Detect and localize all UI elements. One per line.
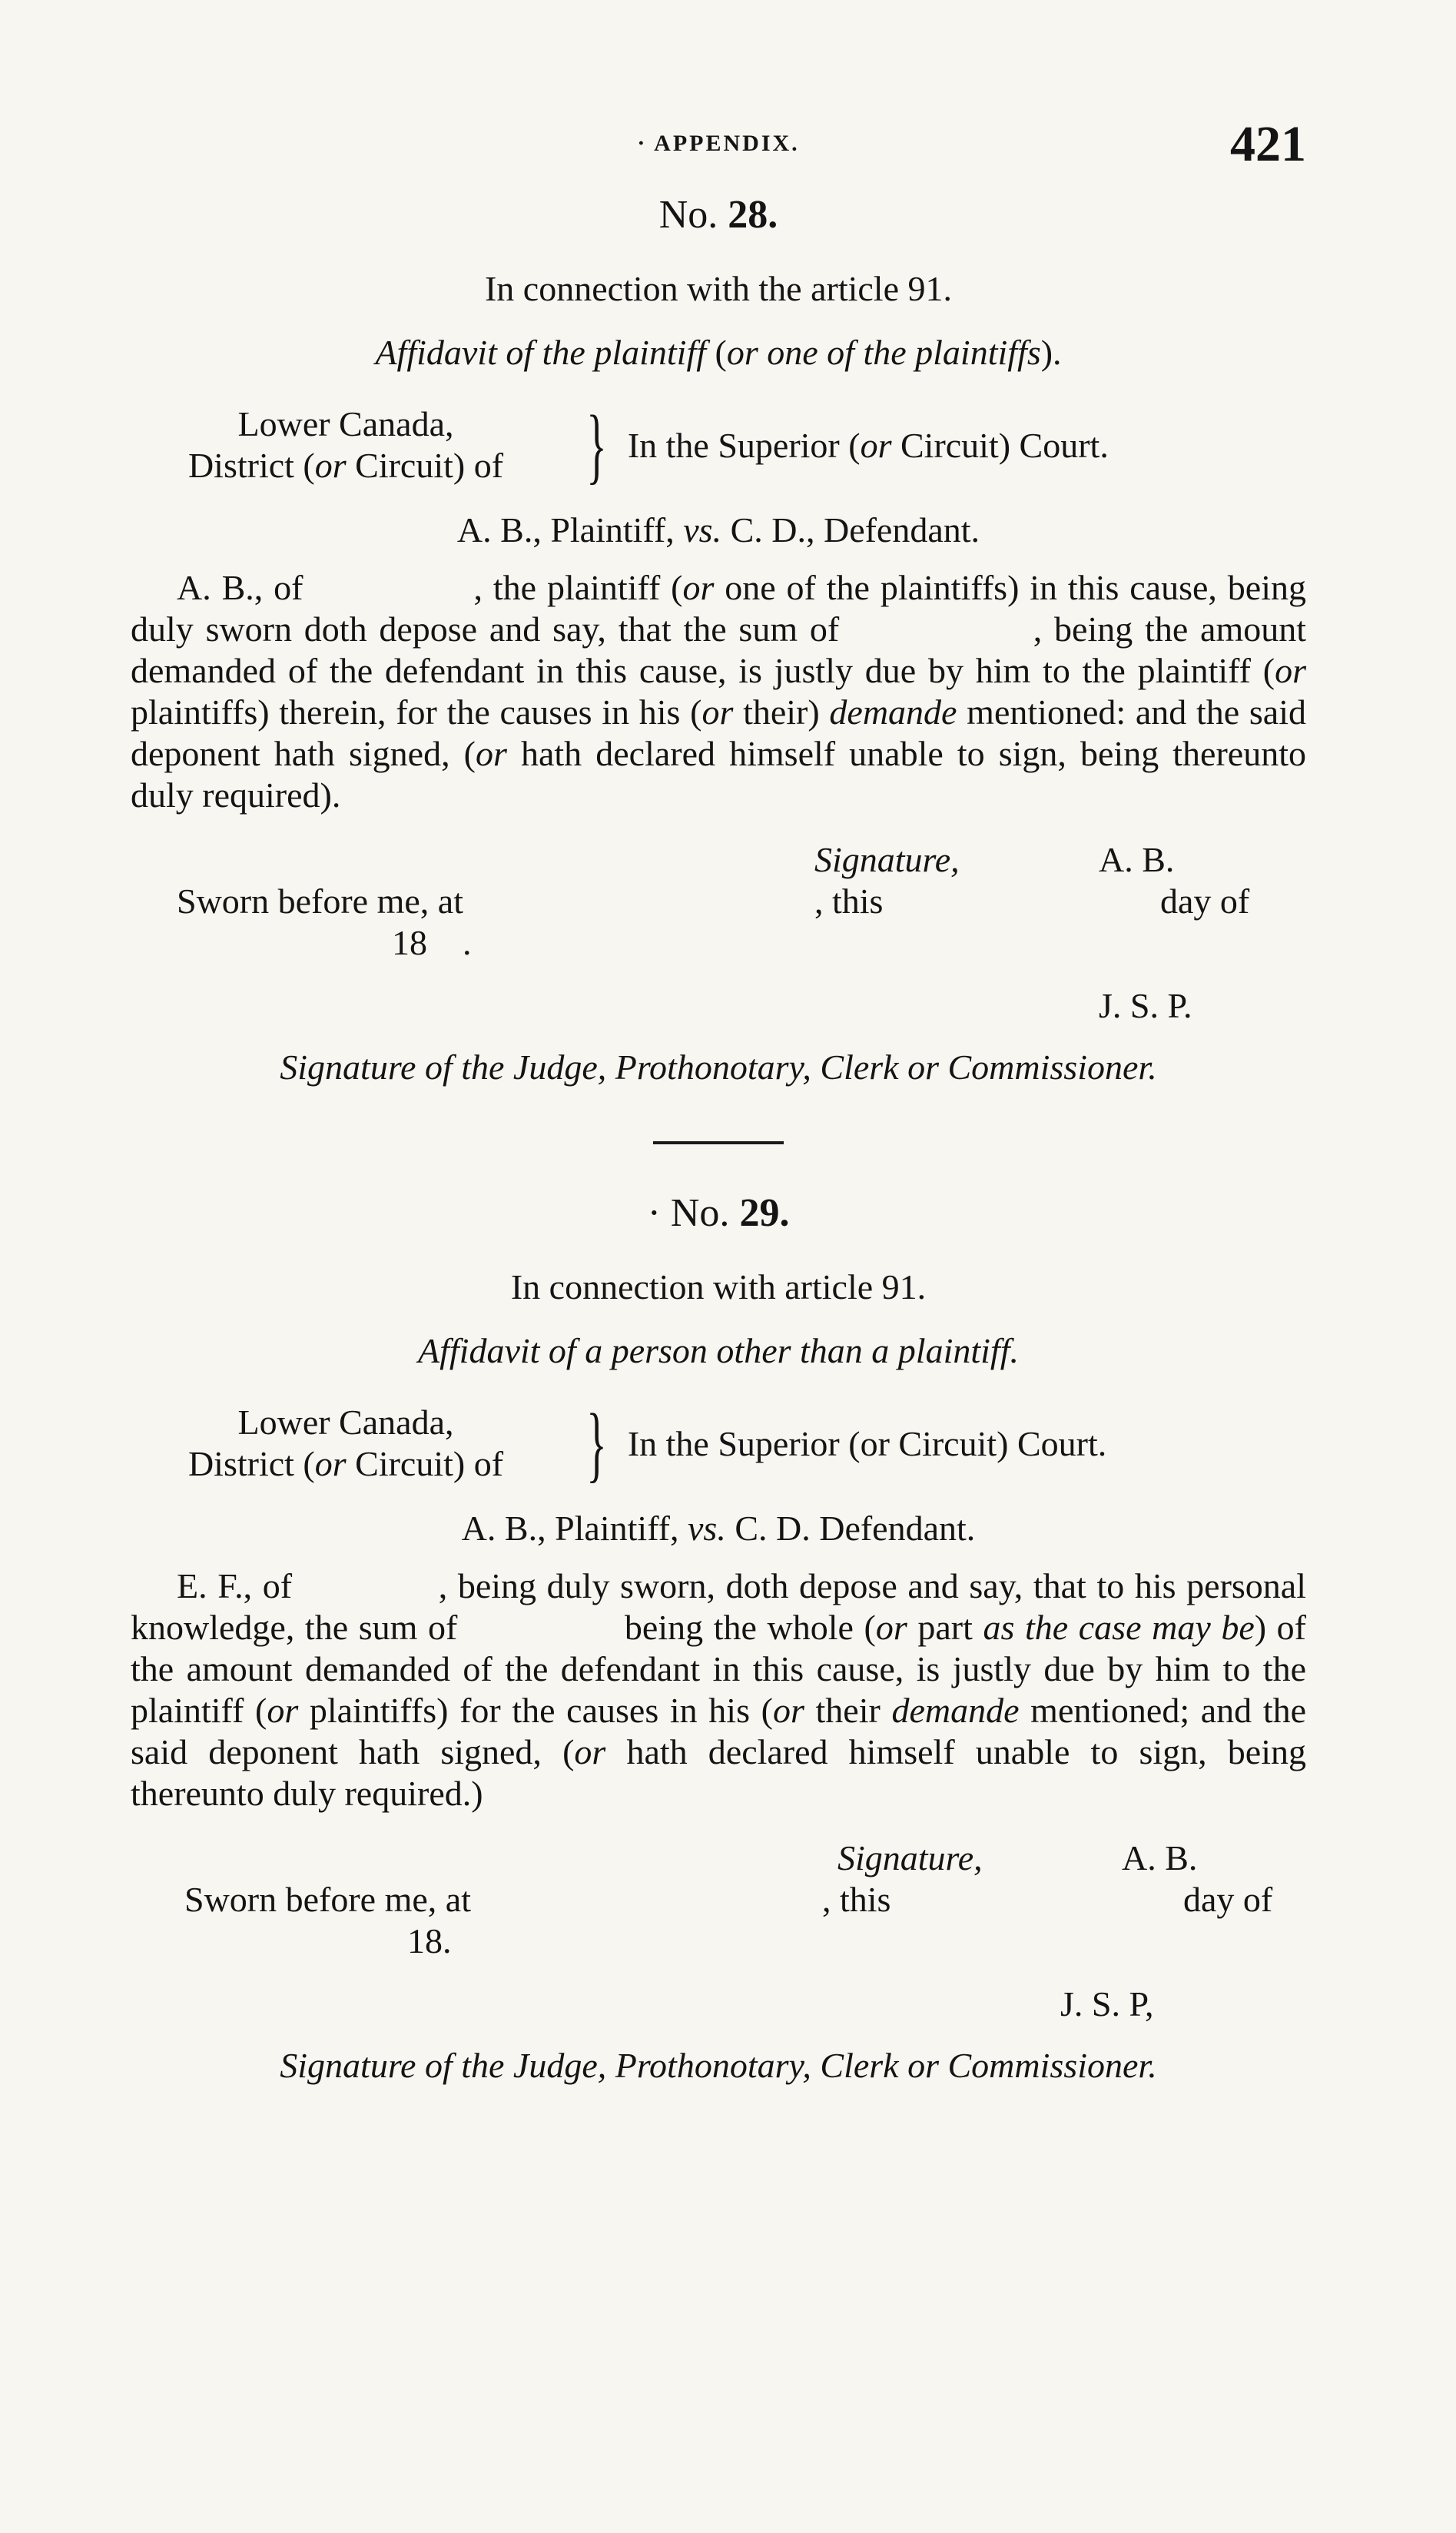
running-head: · APPENDIX.	[637, 131, 800, 156]
form-28-venue-line1: Lower Canada,	[237, 404, 454, 443]
form-28-court-a: In the Superior (	[627, 425, 861, 465]
page-number: 421	[1230, 116, 1306, 172]
form-29-venue-line2	[131, 1443, 561, 1485]
form-28-affidavit-c: or one of the plaintiffs	[726, 333, 1041, 372]
form-28-body-1: A. B., of , the plaintiff (	[177, 568, 683, 607]
form-28-venue-line2	[131, 445, 561, 486]
form-28-sworn-prefix: Sworn before me, at	[177, 881, 463, 921]
form-28-body-10: or	[475, 734, 507, 773]
form-29-body-10: demande	[891, 1691, 1020, 1730]
form-28-body-6: or	[701, 692, 734, 732]
form-28-connection: In connection with the article 91.	[484, 269, 953, 308]
form-28	[131, 192, 1315, 1087]
form-29-body-11: mentioned; and the said deponent hath signed, (	[131, 1691, 1315, 1771]
form-29-parties-c: C. D. Defendant.	[725, 1509, 976, 1548]
form-29-venue-line2b: or	[314, 1444, 347, 1483]
brace-symbol: }	[586, 1396, 607, 1490]
form-29-year: 18.	[407, 1921, 452, 1960]
form-28-court-b: or	[860, 425, 892, 465]
form-29-venue-line1: Lower Canada,	[237, 1403, 454, 1442]
form-29-body-6: or	[267, 1691, 299, 1730]
form-28-jsp: J. S. P.	[1099, 986, 1192, 1025]
form-28-title-number: 28.	[728, 193, 778, 237]
book-page	[131, 115, 1315, 2086]
form-28-year: 18 .	[392, 923, 472, 962]
form-29-body-2: or	[875, 1608, 907, 1647]
form-28-venue-line2c: Circuit) of	[346, 446, 504, 485]
form-28-signature-label: Signature,	[814, 840, 960, 879]
form-29-body-1: E. F., of , being duly sworn, doth depose and say, that to his personal knowledge, the sum of being the whole (	[131, 1566, 1315, 1647]
form-28-parties-c: C. D., Defendant.	[721, 510, 980, 549]
form-28-signature-block	[131, 839, 1306, 1047]
form-28-affidavit-a: Affidavit of the plaintiff	[375, 333, 707, 372]
form-29-body-8: or	[772, 1691, 804, 1730]
form-28-affidavit-title	[131, 332, 1306, 373]
form-29	[131, 1190, 1315, 2086]
form-28-court	[628, 425, 1306, 466]
form-29-signature-label: Signature,	[837, 1838, 983, 1877]
form-28-affidavit-d: ).	[1040, 333, 1062, 372]
form-29-title-prefix: · No.	[647, 1191, 730, 1235]
form-29-signature-line: Signature of the Judge, Prothonotary, Clerk or Commissioner.	[280, 2046, 1157, 2085]
form-28-parties	[131, 510, 1306, 550]
form-29-title-number: 29.	[739, 1191, 790, 1235]
form-28-sworn-this: , this	[814, 881, 884, 921]
form-28-body-5: plaintiffs) therein, for the causes in his (	[131, 651, 1315, 732]
section-divider	[653, 1141, 784, 1144]
form-28-body-4: or	[1275, 651, 1306, 690]
form-29-body-13: hath declared himself unable to sign, being thereunto duly required.)	[131, 1732, 1315, 1813]
form-29-venue-line2a: District (	[187, 1444, 315, 1483]
form-28-signature-name: A. B.	[1099, 840, 1175, 879]
form-29-court: In the Superior (or Circuit) Court.	[627, 1423, 1107, 1463]
form-29-parties-b: vs.	[688, 1509, 726, 1548]
form-28-body-8: demande	[829, 692, 957, 732]
form-28-body-3: one of the plaintiffs) in this cause, being duly sworn doth depose and say, that the sum of , being the amount demanded of the defendant in this cause, is justly due by him to the plaintiff (	[131, 568, 1315, 690]
form-29-parties-a: A. B., Plaintiff,	[461, 1509, 688, 1548]
form-28-body-7: their)	[733, 692, 830, 732]
form-29-venue-line2c: Circuit) of	[346, 1444, 504, 1483]
form-28-sworn-day: day of	[1160, 881, 1250, 921]
form-29-sworn-this: , this	[822, 1880, 891, 1919]
form-28-parties-a: A. B., Plaintiff,	[456, 510, 684, 549]
form-28-body-9: mentioned: and the said deponent hath signed, (	[131, 692, 1315, 773]
form-28-venue	[131, 398, 1306, 492]
form-28-body	[131, 567, 1315, 816]
form-29-title	[131, 1190, 1306, 1236]
form-29-sworn-prefix: Sworn before me, at	[184, 1880, 471, 1919]
form-28-body-11: hath declared himself unable to sign, being thereunto duly required).	[131, 734, 1315, 815]
brace-symbol: }	[586, 398, 607, 492]
page-header	[131, 115, 1306, 184]
form-28-title	[131, 192, 1306, 237]
form-29-venue-left	[131, 1402, 561, 1485]
form-29-jsp: J. S. P,	[1060, 1984, 1154, 2023]
form-29-body-4: as the case may be	[983, 1608, 1255, 1647]
form-28-venue-line2b: or	[314, 446, 347, 485]
form-29-connection: In connection with article 91.	[510, 1267, 927, 1306]
form-28-signature-line: Signature of the Judge, Prothonotary, Clerk or Commissioner.	[280, 1047, 1157, 1087]
form-28-venue-line2a: District (	[187, 446, 315, 485]
form-28-title-prefix: No.	[658, 193, 718, 237]
form-29-sworn-day: day of	[1183, 1880, 1273, 1919]
form-29-body-7: plaintiffs) for the causes in his (	[298, 1691, 773, 1730]
form-29-body-5: ) of the amount demanded of the defendant in this cause, is justly due by him to the plaintiff (	[131, 1608, 1315, 1730]
form-29-signature-block	[131, 1838, 1306, 2045]
form-28-venue-left	[131, 403, 561, 486]
form-28-parties-b: vs.	[683, 510, 722, 549]
form-28-body-2: or	[682, 568, 715, 607]
form-29-signature-name: A. B.	[1122, 1838, 1198, 1877]
form-29-body-9: their	[804, 1691, 892, 1730]
form-29-affidavit-title: Affidavit of a person other than a plaintiff.	[418, 1331, 1019, 1370]
form-29-body	[131, 1565, 1315, 1814]
form-29-body-12: or	[574, 1732, 606, 1771]
form-28-court-c: Circuit) Court.	[891, 425, 1109, 465]
form-29-parties	[131, 1508, 1306, 1549]
form-29-body-3: part	[907, 1608, 983, 1647]
form-28-affidavit-b: (	[715, 333, 727, 372]
form-29-venue	[131, 1396, 1306, 1490]
